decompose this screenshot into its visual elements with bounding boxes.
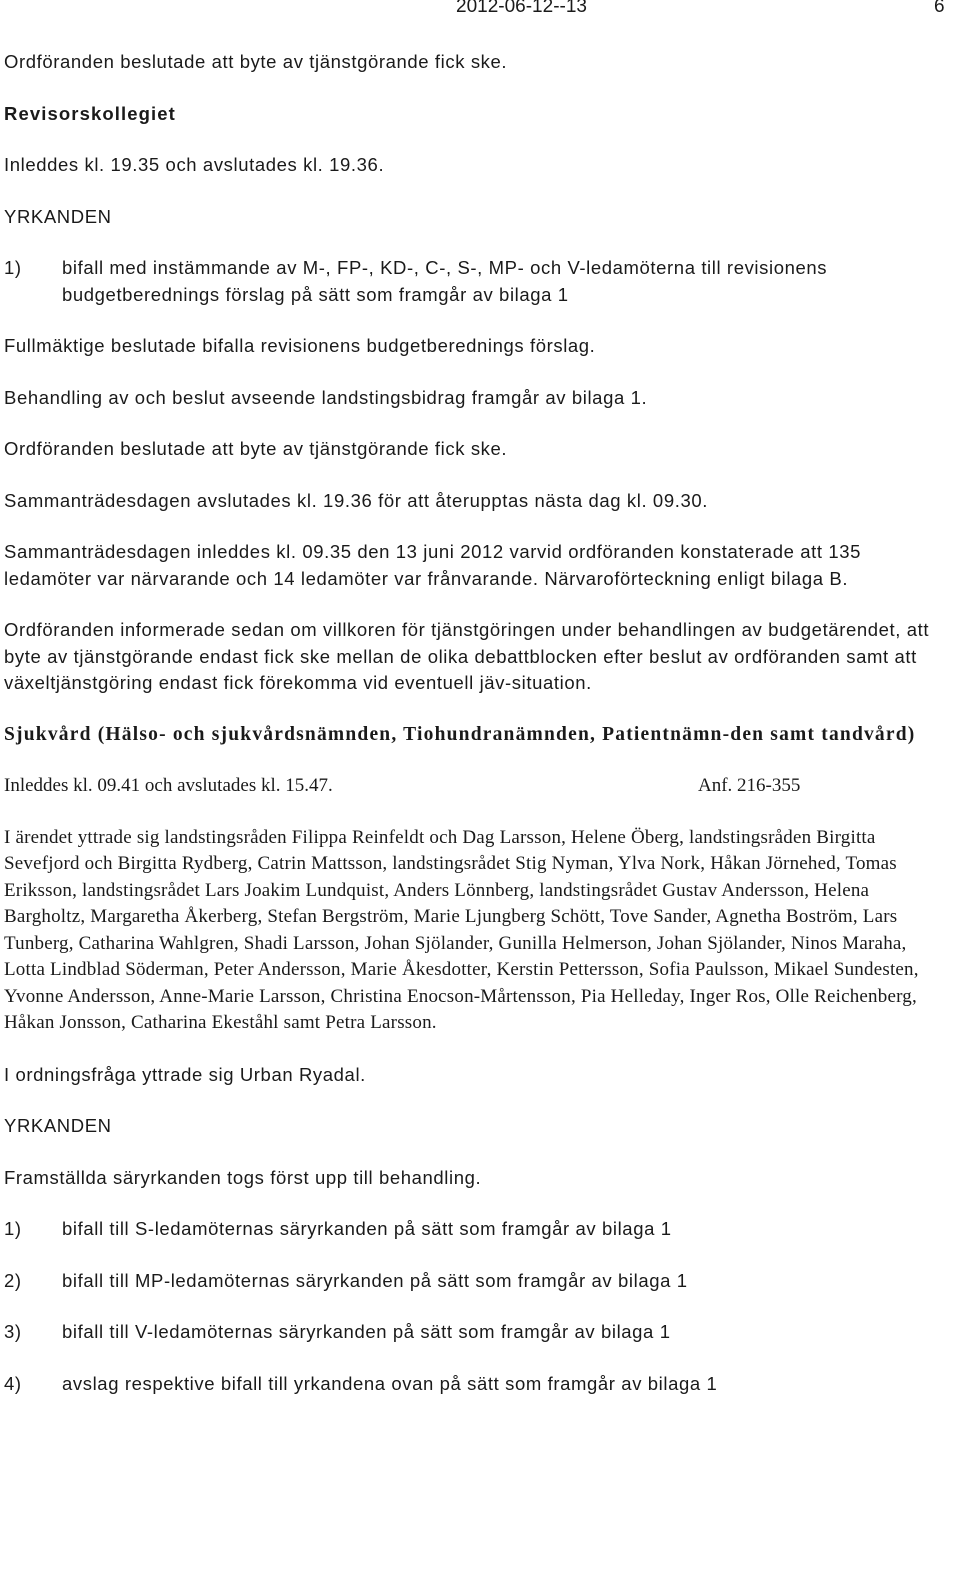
list-item-number: 4): [4, 1372, 22, 1394]
page-header: [456, 0, 945, 20]
document-body: [4, 49, 944, 1421]
list-item: [4, 255, 944, 308]
session-time-row: [4, 773, 944, 800]
paragraph-inleddes-revisors: Inleddes kl. 19.35 och avslutades kl. 19.36.: [4, 154, 385, 175]
list-item: [4, 1371, 944, 1398]
paragraph-ordforanden-informerade: Ordföranden informerade sedan om villkoren för tjänstgöringen under behandlingen av budgetärendet, att byte av tjänstgörande endast fick ske mellan de olika debattblocken efter beslut av ordföranden samt att växeltjänstgöring endast fick förekomma vid eventuell jäv-situation.: [4, 619, 930, 693]
paragraph-sammantradesdagen-inleddes: Sammanträdesdagen inleddes kl. 09.35 den 13 juni 2012 varvid ordföranden konstaterade att 135 ledamöter var närvarande och 14 ledamöter var frånvarande. Närvaroförteckning enligt bilaga B.: [4, 541, 861, 589]
list-item-number: 1): [4, 1218, 22, 1239]
anforande-range: Anf. 216-355: [698, 775, 801, 796]
list-item-text: bifall till MP-ledamöternas säryrkanden på sätt som framgår av bilaga 1: [62, 1269, 688, 1291]
page-number: 6: [934, 0, 945, 17]
paragraph-ordningsfraga: I ordningsfråga yttrade sig Urban Ryadal.: [4, 1063, 366, 1085]
section-heading-sjukvard: Sjukvård (Hälso- och sjukvårdsnämnden, Tiohundranämnden, Patientnämn-den samt tandvård): [4, 723, 916, 745]
paragraph-yttrade-sig: I ärendet yttrade sig landstingsråden Filippa Reinfeldt och Dag Larsson, Helene Öberg, landstingsråden Birgitta Sevefjord och Birgitta Rydberg, Catrin Mattsson, landstingsrådet Stig Nyman, Ylva Nork, Håkan Jörnehed, Tomas Eriksson, landstingsrådet Lars Joakim Lundquist, Anders Lönnberg, landstingsrådet Gustav Andersson, Helena Bargholtz, Margaretha Åkerberg, Stefan Bergström, Marie Ljungberg Schött, Tove Sander, Agnetha Boström, Lars Tunberg, Catharina Wahlgren, Shadi Larsson, Johan Sjölander, Gunilla Helmerson, Johan Sjölander, Ninos Maraha, Lotta Lindblad Söderman, Peter Andersson, Marie Åkesdotter, Kerstin Pettersson, Sofia Paulsson, Mikael Sundesten, Yvonne Andersson, Anne-Marie Larsson, Christina Enocson-Mårtensson, Pia Helleday, Inger Ros, Olle Reichenberg, Håkan Jonsson, Catharina Ekeståhl samt Petra Larsson.: [4, 826, 919, 1033]
session-time: Inleddes kl. 09.41 och avslutades kl. 15.47.: [4, 775, 333, 796]
list-item-number: 3): [4, 1321, 22, 1342]
paragraph-fullmaktige-beslutade: Fullmäktige beslutade bifalla revisionens budgetberednings förslag.: [4, 335, 596, 356]
list-item-text: bifall till S-ledamöternas säryrkanden på sätt som framgår av bilaga 1: [62, 1218, 672, 1239]
list-item-text: bifall med instämmande av M-, FP-, KD-, C-, S-, MP- och V-ledamöterna till revisionens budgetberednings förslag på sätt som framgår av bilaga 1: [62, 257, 828, 305]
list-item: [4, 1216, 944, 1243]
list-item-text: avslag respektive bifall till yrkandena ovan på sätt som framgår av bilaga 1: [62, 1372, 718, 1394]
header-date: 2012-06-12--13: [456, 0, 587, 17]
paragraph-ordforanden-byte: Ordföranden beslutade att byte av tjänstgörande fick ske.: [4, 51, 508, 72]
list-item: [4, 1268, 944, 1295]
label-yrkanden-2: YRKANDEN: [4, 1115, 112, 1136]
list-item: [4, 1319, 944, 1346]
paragraph-sammantradesdagen-avslutades: Sammanträdesdagen avslutades kl. 19.36 för att återupptas nästa dag kl. 09.30.: [4, 489, 708, 511]
list-item-number: 1): [4, 257, 22, 278]
section-heading-revisorskollegiet: Revisorskollegiet: [4, 102, 176, 124]
paragraph-framstallda: Framställda säryrkanden togs först upp till behandling.: [4, 1166, 482, 1188]
paragraph-behandling: Behandling av och beslut avseende landstingsbidrag framgår av bilaga 1.: [4, 386, 648, 408]
label-yrkanden: YRKANDEN: [4, 205, 112, 227]
list-item-text: bifall till V-ledamöternas säryrkanden på sätt som framgår av bilaga 1: [62, 1321, 671, 1342]
paragraph-ordforanden-byte-2: Ordföranden beslutade att byte av tjänstgörande fick ske.: [4, 438, 508, 459]
list-item-number: 2): [4, 1269, 22, 1291]
